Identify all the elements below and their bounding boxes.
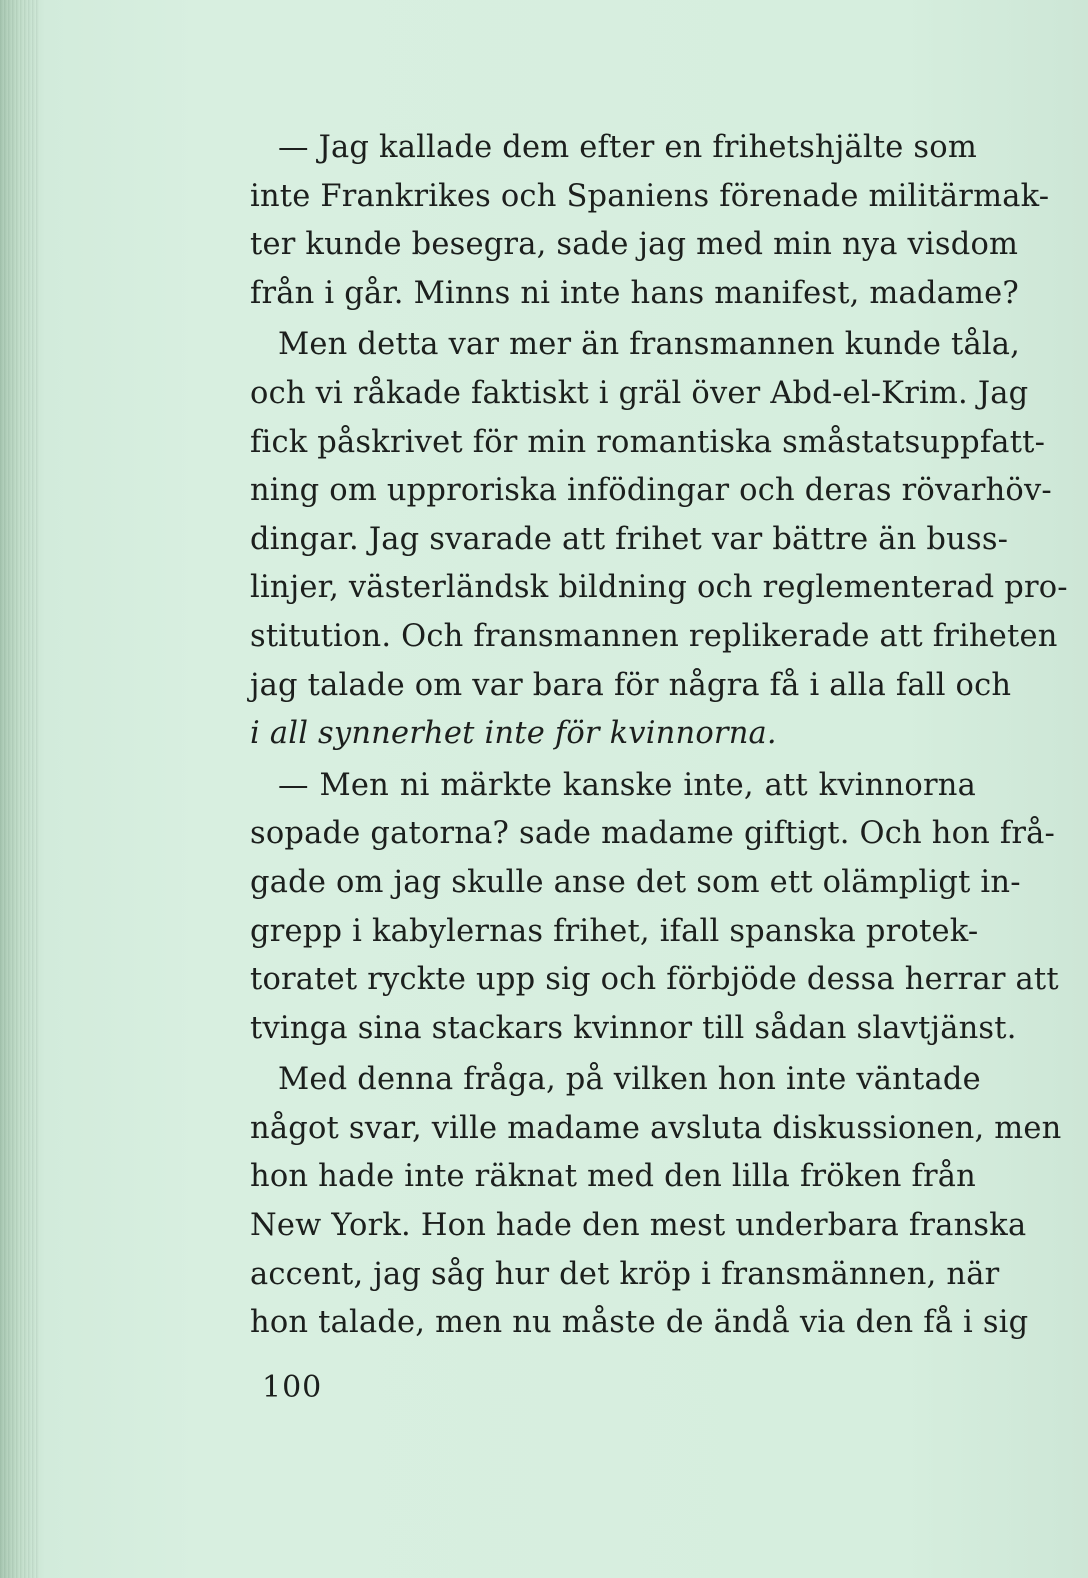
text-line: tvinga sina stackars kvinnor till sådan slavtjänst. xyxy=(250,1010,1017,1046)
body-text xyxy=(250,124,1068,1351)
text-line: fick påskrivet för min romantiska småstatsuppfatt- xyxy=(250,424,1046,460)
text-line: Men detta var mer än fransmannen kunde tåla, xyxy=(278,327,1021,363)
text-line: hon talade, men nu måste de ändå via den få i sig xyxy=(250,1305,1029,1341)
text-line: inte Frankrikes och Spaniens förenade militärmak- xyxy=(250,178,1050,214)
text-line: och vi råkade faktiskt i gräl över Abd-el-Krim. Jag xyxy=(250,375,1029,411)
paragraph-4 xyxy=(250,1056,1062,1348)
paragraph-1 xyxy=(250,124,1050,318)
text-line: gade om jag skulle anse det som ett olämpligt in- xyxy=(250,864,1021,900)
paragraph-3 xyxy=(250,762,1059,1054)
text-line: något svar, ville madame avsluta diskussionen, men xyxy=(250,1110,1062,1146)
text-line: grepp i kabylernas frihet, ifall spanska protek- xyxy=(250,913,979,949)
text-line: från i går. Minns ni inte hans manifest, madame? xyxy=(250,275,1019,311)
text-line: ter kunde besegra, sade jag med min nya visdom xyxy=(250,227,1019,263)
text-line: jag talade om var bara för några få i alla fall och xyxy=(250,667,1012,703)
text-line: dingar. Jag svarade att frihet var bättre än buss- xyxy=(250,521,1009,557)
paragraph-2 xyxy=(250,321,1068,758)
text-line: Med denna fråga, på vilken hon inte väntade xyxy=(278,1062,981,1098)
text-line: ning om upproriska infödingar och deras rövarhöv- xyxy=(250,473,1052,509)
text-line: — Men ni märkte kanske inte, att kvinnorna xyxy=(278,767,976,803)
text-line: accent, jag såg hur det kröp i fransmännen, när xyxy=(250,1256,1000,1292)
text-line: linjer, västerländsk bildning och reglementerad pro- xyxy=(250,570,1068,606)
text-line: hon hade inte räknat med den lilla fröken från xyxy=(250,1159,976,1195)
text-line: — Jag kallade dem efter en frihetshjälte som xyxy=(278,130,977,165)
text-line: toratet ryckte upp sig och förbjöde dessa herrar att xyxy=(250,962,1059,998)
text-line: sopade gatorna? sade madame giftigt. Och hon frå- xyxy=(250,816,1056,852)
page-edge-shadow xyxy=(0,0,40,1578)
text-line-italic: i all synnerhet inte för kvinnorna. xyxy=(250,716,777,752)
text-line: stitution. Och fransmannen replikerade att friheten xyxy=(250,618,1058,654)
text-line: New York. Hon hade den mest underbara franska xyxy=(250,1208,1027,1244)
page-number: 100 xyxy=(262,1370,323,1405)
